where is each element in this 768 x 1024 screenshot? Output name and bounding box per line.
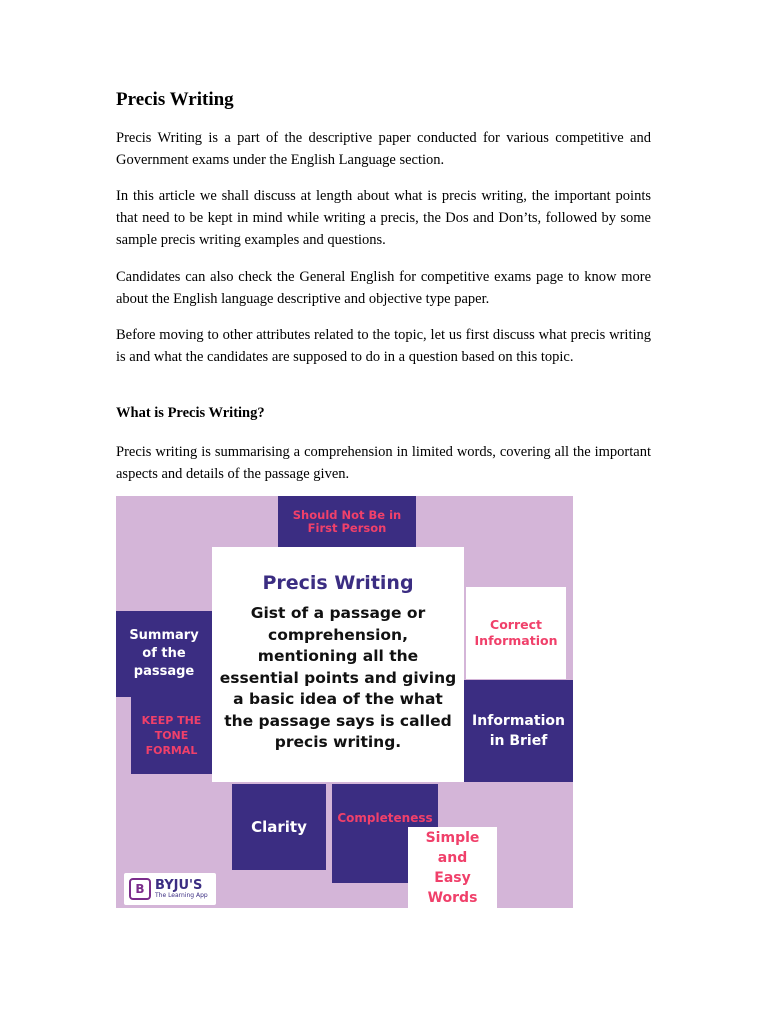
logo-name: BYJU'S — [155, 877, 203, 893]
summary-card: Summary of the passage — [116, 611, 212, 697]
information-brief-card: Information in Brief — [464, 680, 573, 782]
correct-information-card: Correct Information — [466, 587, 566, 679]
precis-infographic — [116, 496, 573, 908]
completeness-card: Completeness — [332, 784, 438, 883]
page-title: Precis Writing — [116, 89, 234, 110]
paragraph-intro: Precis Writing is a part of the descriptive paper conducted for various competitive and Government exams under the English Language section. — [116, 130, 651, 168]
center-title: Precis Writing — [262, 572, 414, 594]
center-definition-card — [212, 547, 464, 782]
paragraph-general-english: Candidates can also check the General English for competitive exams page to know more about the English language descriptive and objective type paper. — [116, 269, 651, 307]
first-person-card: Should Not Be in First Person — [278, 496, 416, 547]
center-body: Gist of a passage or comprehension, mentioning all the essential points and giving a basic idea of the what the passage says is called precis writing. — [219, 604, 457, 751]
byjus-logo-icon: B — [129, 878, 151, 900]
paragraph-definition: Precis writing is summarising a comprehension in limited words, covering all the important aspects and details of the passage given. — [116, 444, 651, 482]
clarity-card: Clarity — [232, 784, 326, 870]
paragraph-article-scope: In this article we shall discuss at length about what is precis writing, the important points that need to be kept in mind while writing a precis, the Dos and Don’ts, followed by some sample precis writing examples and questions. — [116, 188, 651, 248]
paragraph-before-moving: Before moving to other attributes related to the topic, let us first discuss what precis writing is and what the candidates are supposed to do in a question based on this topic. — [116, 327, 651, 365]
section-heading: What is Precis Writing? — [116, 405, 265, 421]
byjus-logo — [124, 873, 216, 905]
logo-tagline: The Learning App — [155, 891, 208, 899]
tone-card: KEEP THE TONE FORMAL — [131, 697, 212, 774]
simple-words-card: Simple and Easy Words — [408, 827, 497, 908]
